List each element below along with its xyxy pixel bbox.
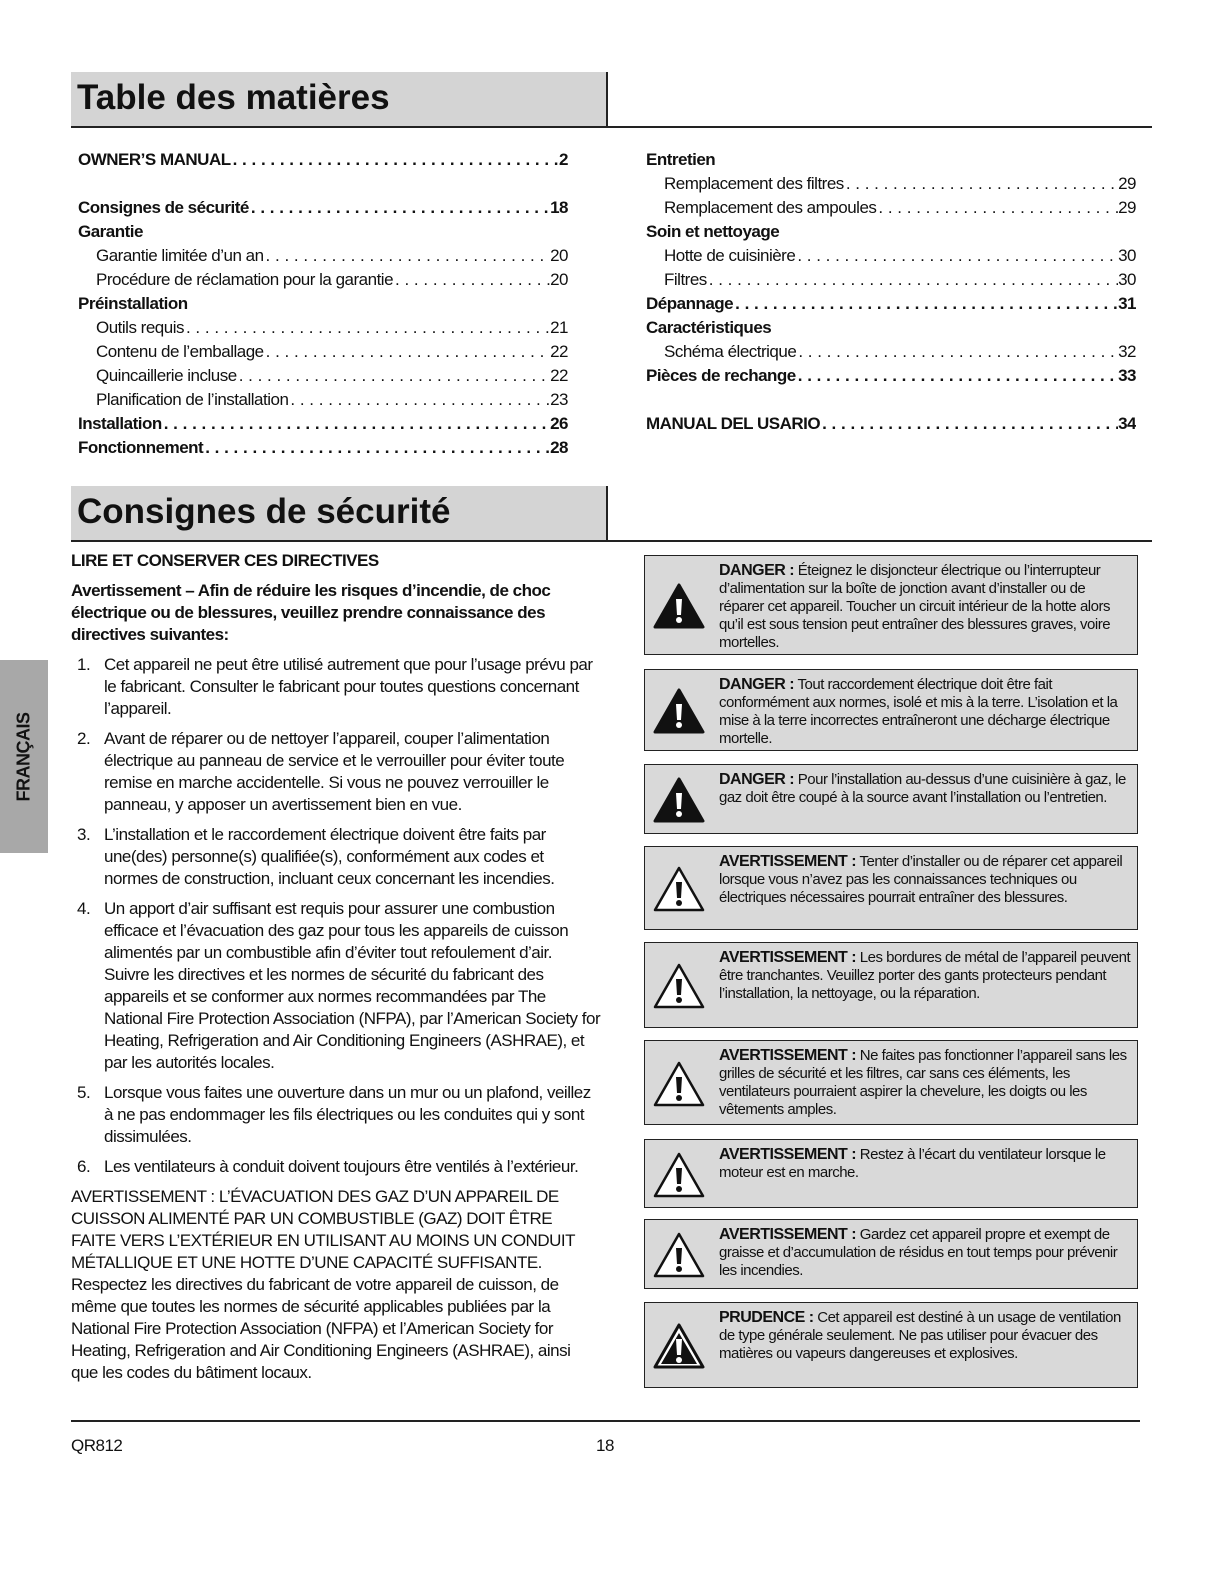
toc-entry [646,148,1136,172]
toc-leader-dots [393,268,550,292]
toc-entry-label: Installation [78,414,162,433]
list-number: 6. [77,1157,91,1176]
toc-leader-dots [288,388,550,412]
toc-entry-label: Procédure de réclamation pour la garantie [96,270,394,289]
footer-rule [71,1420,1140,1422]
toc-entry-label: Dépannage [646,294,734,313]
warning-alert-box [644,1219,1138,1289]
alert-label: DANGER : [719,771,795,788]
toc-title: Table des matières [77,78,390,117]
toc-entry-label: Consignes de sécurité [78,198,249,217]
safety-list-item [71,1082,601,1148]
alert-text [719,853,1131,907]
list-number: 1. [77,655,91,674]
alert-label: AVERTISSEMENT : [719,1146,857,1163]
toc-entry [646,244,1136,268]
toc-entry-label: Fonctionnement [78,438,204,457]
toc-entry [646,412,1136,436]
alert-body: Gardez cet appareil propre et exempt de graisse et d’accumulation de résidus en tout temps pour prévenir les incendies. [719,1226,1118,1279]
toc-entry-page: 32 [1118,342,1136,361]
toc-entry-page: 30 [1118,246,1136,265]
alert-body: Tout raccordement électrique doit être fait conformément aux normes, isolé et mis à la terre. L’isolation et la mise à la terre incorrectes entraîneront une décharge électrique mortelle. [719,676,1118,747]
alert-body: Tenter d’installer ou de réparer cet appareil lorsque vous n’avez pas les connaissances techniques ou électriques nécessaires pourrait entraîner des blessures. [719,853,1123,906]
toc-entry [78,196,568,220]
toc-entry-page: 30 [1118,270,1136,289]
toc-leader-dots [237,364,550,388]
toc-entry [646,172,1136,196]
danger-icon [653,687,705,735]
toc-entry-page: 31 [1118,294,1136,313]
alert-text [719,1226,1131,1280]
toc-entry [646,220,1136,244]
danger-icon [653,582,705,630]
toc-entry-page: 29 [1118,174,1136,193]
toc-entry-label: Contenu de l’emballage [96,342,264,361]
toc-entry-page: 29 [1118,198,1136,217]
toc-title-box [71,72,608,126]
toc-entry-page: 18 [550,198,568,217]
toc-leader-dots [844,172,1118,196]
safety-list-item [71,1156,601,1178]
alert-text [719,562,1131,652]
alert-label: PRUDENCE : [719,1309,814,1326]
toc-entry [78,268,568,292]
warning-icon [653,1151,705,1199]
warning-icon [653,865,705,913]
warning-alert-box [644,1139,1138,1208]
toc-entry [78,220,568,244]
toc-entry [78,148,568,172]
alert-text [719,1146,1131,1182]
list-text: Les ventilateurs à conduit doivent toujours être ventilés à l’extérieur. [104,1157,579,1176]
caution-icon [653,1322,705,1370]
danger-alert-box [644,669,1138,751]
safety-title-box [71,486,608,540]
toc-entry-label: MANUAL DEL USARIO [646,414,821,433]
safety-closing: AVERTISSEMENT : L’ÉVACUATION DES GAZ D’UN APPAREIL DE CUISSON ALIMENTÉ PAR UN COMBUSTIBLE (GAZ) DOIT ÊTRE FAITE VERS L’EXTÉRIEUR EN UTILISANT AU MOINS UN CONDUIT MÉTALLIQUE ET UNE HOTTE D’UNE CAPACITÉ SUFFISANTE. Respectez les directives du fabricant de votre appareil de cuisson, de même que toutes les normes de sécurité applicables publiées par la National Fire Protection Association (NFPA) et l’American Society for Heating, Refrigeration and Air Conditioning Engineers (ASHRAE), ainsi que les codes du bâtiment locaux. [71,1187,575,1382]
toc-leader-dots [203,436,550,460]
toc-leader-dots [184,316,550,340]
safety-title: Consignes de sécurité [77,492,451,531]
safety-heading: LIRE ET CONSERVER CES DIRECTIVES [71,551,379,570]
safety-list-item [71,728,601,816]
toc-entry [646,292,1136,316]
safety-list-item [71,824,601,890]
list-number: 4. [77,899,91,918]
toc-entry-label: Caractéristiques [646,318,772,337]
toc-leader-dots [231,148,559,172]
toc-left-column [78,148,568,460]
toc-entry-page: 20 [550,246,568,265]
toc-entry-label: Hotte de cuisinière [664,246,796,265]
toc-entry-page: 2 [559,150,568,169]
alert-body: Ne faites pas fonctionner l’appareil sans les grilles de sécurité et les filtres, car sans ces éléments, les ventilateurs pourraient aspirer la chevelure, les doigts ou les vêtements amples. [719,1047,1127,1118]
toc-entry [78,244,568,268]
toc-leader-dots [264,340,550,364]
toc-leader-dots [707,268,1118,292]
toc-entry-page: 22 [550,366,568,385]
safety-instructions [71,550,601,1384]
warning-icon [653,1231,705,1279]
toc-entry-label: Quincaillerie incluse [96,366,237,385]
danger-alert-box [644,764,1138,834]
toc-entry [78,388,568,412]
alert-text [719,949,1131,1003]
alert-label: AVERTISSEMENT : [719,1226,857,1243]
toc-entry [646,316,1136,340]
toc-entry-label: Garantie [78,222,143,241]
toc-entry-label: Filtres [664,270,707,289]
toc-leader-dots [796,364,1118,388]
page-number: 18 [596,1436,614,1455]
danger-icon [653,776,705,824]
toc-entry-page: 21 [550,318,568,337]
toc-entry [78,340,568,364]
safety-intro: Avertissement – Afin de réduire les risques d’incendie, de choc électrique ou de blessures, veuillez prendre connaissance des directives suivantes: [71,581,551,644]
warning-alert-box [644,846,1138,930]
toc-entry-label: Remplacement des ampoules [664,198,877,217]
list-number: 5. [77,1083,91,1102]
alert-body: Éteignez le disjoncteur électrique ou l’interrupteur d’alimentation sur la boîte de jonction avant d’installer ou de réparer cet appareil. Toucher un circuit intérieur de la hotte alors qu’il est sous tension peut entraîner des blessures graves, voire mortelles. [719,562,1111,651]
toc-entry-label: Soin et nettoyage [646,222,780,241]
toc-leader-dots [249,196,550,220]
toc-entry [78,316,568,340]
toc-entry-label: Garantie limitée d’un an [96,246,264,265]
toc-entry [646,268,1136,292]
model-number: QR812 [71,1436,123,1455]
alert-label: DANGER : [719,562,795,579]
toc-entry-page: 22 [550,342,568,361]
toc-entry-page: 26 [550,414,568,433]
list-number: 3. [77,825,91,844]
alert-text [719,1047,1131,1119]
toc-leader-dots [795,244,1118,268]
toc-entry-label: Entretien [646,150,716,169]
list-text: L’installation et le raccordement électrique doivent être faits par une(des) personne(s) qualifiée(s), conformément aux codes et normes de construction, incluant ceux concernant les incendies. [104,825,555,888]
warning-icon [653,962,705,1010]
alert-label: AVERTISSEMENT : [719,949,857,966]
alert-label: AVERTISSEMENT : [719,1047,857,1064]
toc-entry-label: Schéma électrique [664,342,797,361]
toc-entry [78,364,568,388]
warning-alert-box [644,1040,1138,1125]
toc-entry [78,436,568,460]
alert-text [719,1309,1131,1363]
toc-leader-dots [733,292,1118,316]
alert-label: DANGER : [719,676,795,693]
list-number: 2. [77,729,91,748]
alert-text [719,676,1131,748]
toc-entry-page: 23 [550,390,568,409]
safety-list [71,654,601,1178]
warning-icon [653,1060,705,1108]
alert-body: Cet appareil est destiné à un usage de ventilation de type générale seulement. Ne pas utiliser pour évacuer des matières ou vapeurs dangereuses et explosives. [719,1309,1121,1362]
safety-list-item [71,898,601,1074]
toc-entry [646,340,1136,364]
safety-list-item [71,654,601,720]
toc-entry-label: OWNER’S MANUAL [78,150,231,169]
toc-entry [646,364,1136,388]
toc-entry-label: Outils requis [96,318,184,337]
alert-body: Pour l’installation au-dessus d’une cuisinière à gaz, le gaz doit être coupé à la source avant l’installation ou l’entretien. [719,771,1126,806]
alert-body: Les bordures de métal de l’appareil peuvent être tranchantes. Veuillez porter des gants protecteurs pendant l’installation, la nettoyage, ou la réparation. [719,949,1131,1002]
list-text: Cet appareil ne peut être utilisé autrement que pour l’usage prévu par le fabricant. Consulter le fabricant pour toutes questions concernant l’appareil. [104,655,593,718]
toc-right-column [646,148,1136,436]
alert-label: AVERTISSEMENT : [719,853,857,870]
list-text: Lorsque vous faites une ouverture dans un mur ou un plafond, veillez à ne pas endommager les fils électriques ou les conduites qui y sont dissimulées. [104,1083,591,1146]
toc-section-header [71,72,1152,128]
danger-alert-box [644,555,1138,655]
toc-leader-dots [264,244,551,268]
warning-alert-box [644,942,1138,1028]
alert-text [719,771,1131,807]
toc-entry-label: Préinstallation [78,294,188,313]
list-text: Un apport d’air suffisant est requis pour assurer une combustion efficace et l’évacuation des gaz pour tous les appareils de cuisson alimentés par un combustible afin d’éviter tout refoulement d’air. Suivre les directives et les normes de sécurité du fabricant des appareils et se conformer aux normes recommandées par The National Fire Protection Association (NFPA), par l’American Society for Heating, Refrigeration and Air Conditioning Engineers (ASHRAE), et par les autorités locales. [104,899,601,1072]
toc-leader-dots [876,196,1118,220]
toc-leader-dots [796,340,1118,364]
toc-entry-label: Remplacement des filtres [664,174,844,193]
toc-entry-label: Pièces de rechange [646,366,796,385]
toc-entry-page: 20 [550,270,568,289]
list-text: Avant de réparer ou de nettoyer l’appareil, couper l’alimentation électrique au panneau de service et le verrouiller pour éviter toute remise en marche accidentelle. Si vous ne pouvez verrouiller le panneau, y apposer un avertissement bien en vue. [104,729,565,814]
toc-entry-label: Planification de l’installation [96,390,289,409]
language-tab-label: FRANÇAIS [13,712,34,801]
alert-body: Restez à l’écart du ventilateur lorsque le moteur est en marche. [719,1146,1106,1181]
language-side-tab [0,660,48,853]
toc-entry-page: 33 [1118,366,1136,385]
toc-entry-page: 34 [1118,414,1136,433]
toc-leader-dots [820,412,1118,436]
caution-alert-box [644,1302,1138,1388]
toc-entry [646,196,1136,220]
toc-entry [78,412,568,436]
toc-leader-dots [162,412,550,436]
toc-entry-page: 28 [550,438,568,457]
toc-entry [78,292,568,316]
safety-section-header [71,486,1152,542]
